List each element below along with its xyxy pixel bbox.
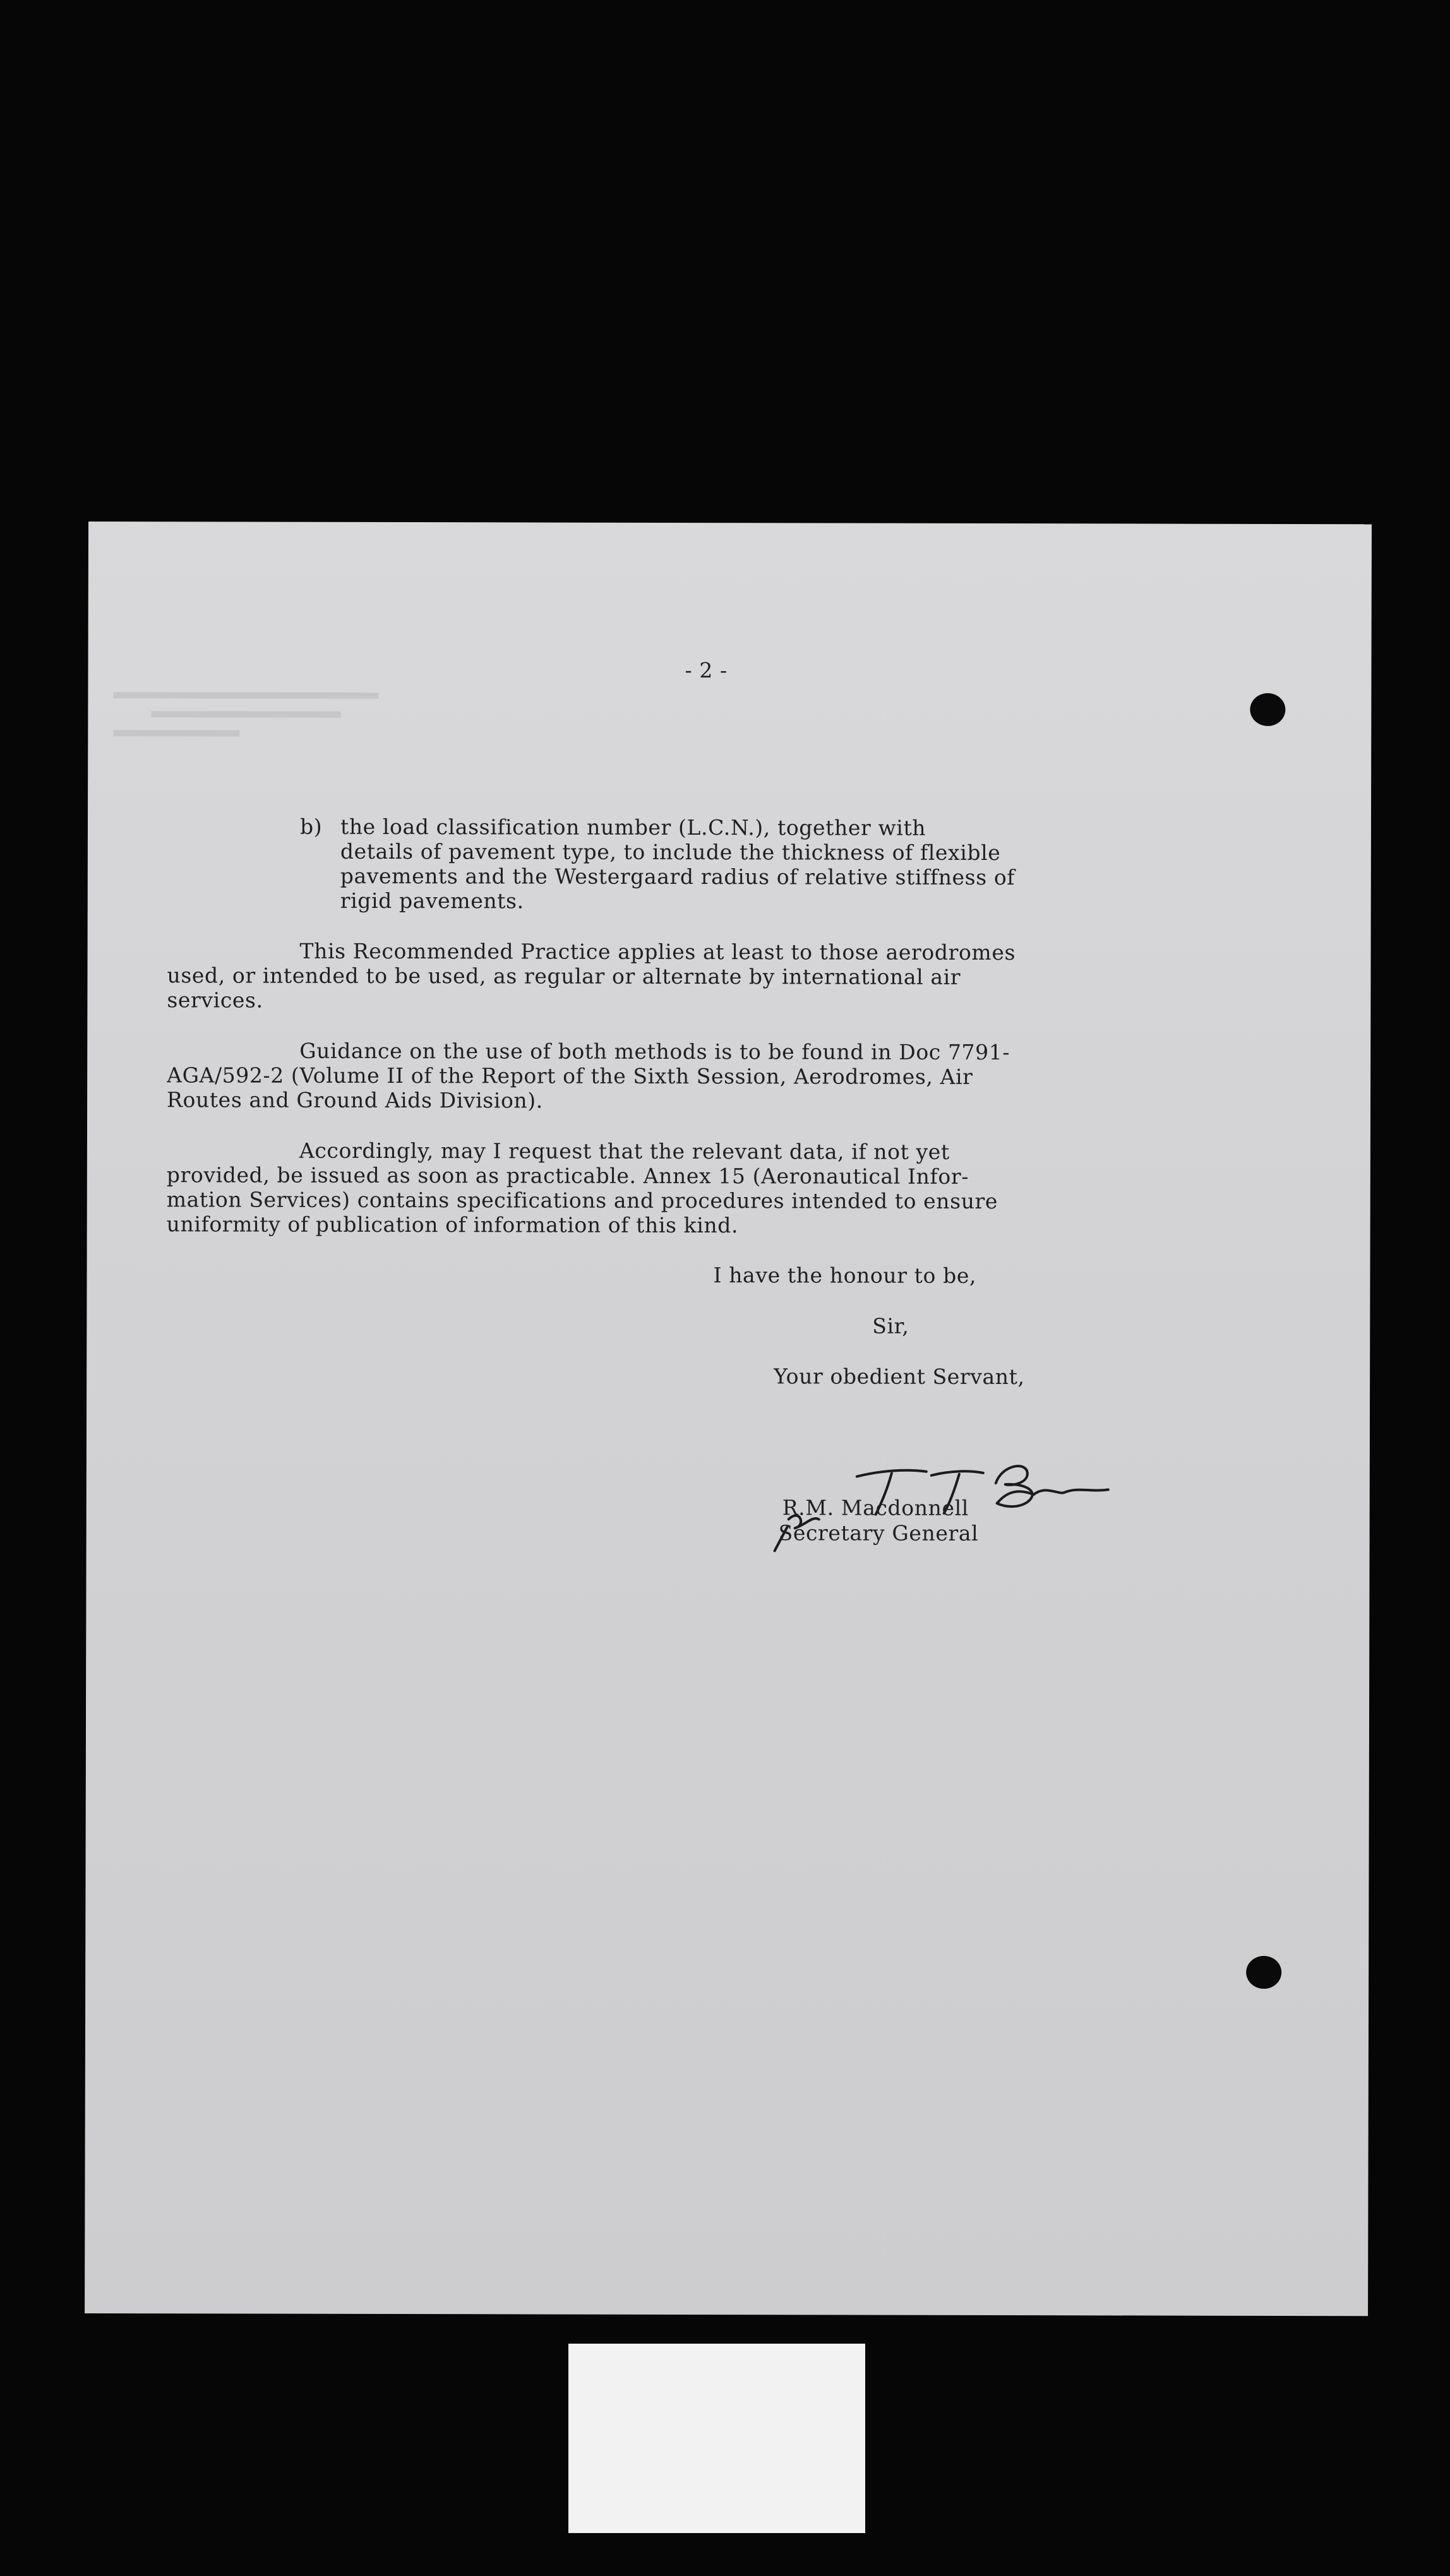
item-b-label: b) <box>299 814 323 839</box>
signatory-title: Secretary General <box>778 1520 979 1546</box>
item-b-line: rigid pavements. <box>340 888 524 914</box>
item-b-line: pavements and the Westergaard radius of relative stiffness of <box>340 863 1016 890</box>
document-page <box>85 522 1372 2316</box>
paragraph-line: This Recommended Practice applies at least to those aerodromes <box>299 938 1016 965</box>
paragraph-line: uniformity of publication of information of this kind. <box>166 1212 739 1238</box>
page-number: - 2 - <box>685 657 728 683</box>
punch-hole-bottom <box>1246 1956 1281 1989</box>
paragraph-line: Guidance on the use of both methods is to be found in Doc 7791- <box>299 1038 1010 1065</box>
item-b-line: the load classification number (L.C.N.), together with <box>340 814 926 840</box>
item-b-line: details of pavement type, to include the thickness of flexible <box>340 838 1001 866</box>
closing-line: I have the honour to be, <box>713 1263 977 1288</box>
paragraph-line: Accordingly, may I request that the relevant data, if not yet <box>299 1138 950 1164</box>
paragraph-line: provided, be issued as soon as practicable. Annex 15 (Aeronautical Infor- <box>166 1162 969 1189</box>
paragraph-line: Routes and Ground Aids Division). <box>167 1087 543 1113</box>
closing-salutation: Sir, <box>872 1313 909 1339</box>
closing-line: Your obedient Servant, <box>774 1364 1025 1390</box>
paragraph-line: mation Services) contains specifications and procedures intended to ensure <box>166 1187 998 1214</box>
paragraph-line: services. <box>167 987 263 1013</box>
signatory-name: R.M. Macdonnell <box>782 1495 969 1520</box>
blank-label-card <box>568 2344 865 2533</box>
paragraph-line: AGA/592-2 (Volume II of the Report of the Sixth Session, Aerodromes, Air <box>167 1063 973 1089</box>
punch-hole-top <box>1250 693 1285 726</box>
paragraph-line: used, or intended to be used, as regular or alternate by international air <box>167 963 961 989</box>
bleed-through-marks <box>113 686 492 762</box>
